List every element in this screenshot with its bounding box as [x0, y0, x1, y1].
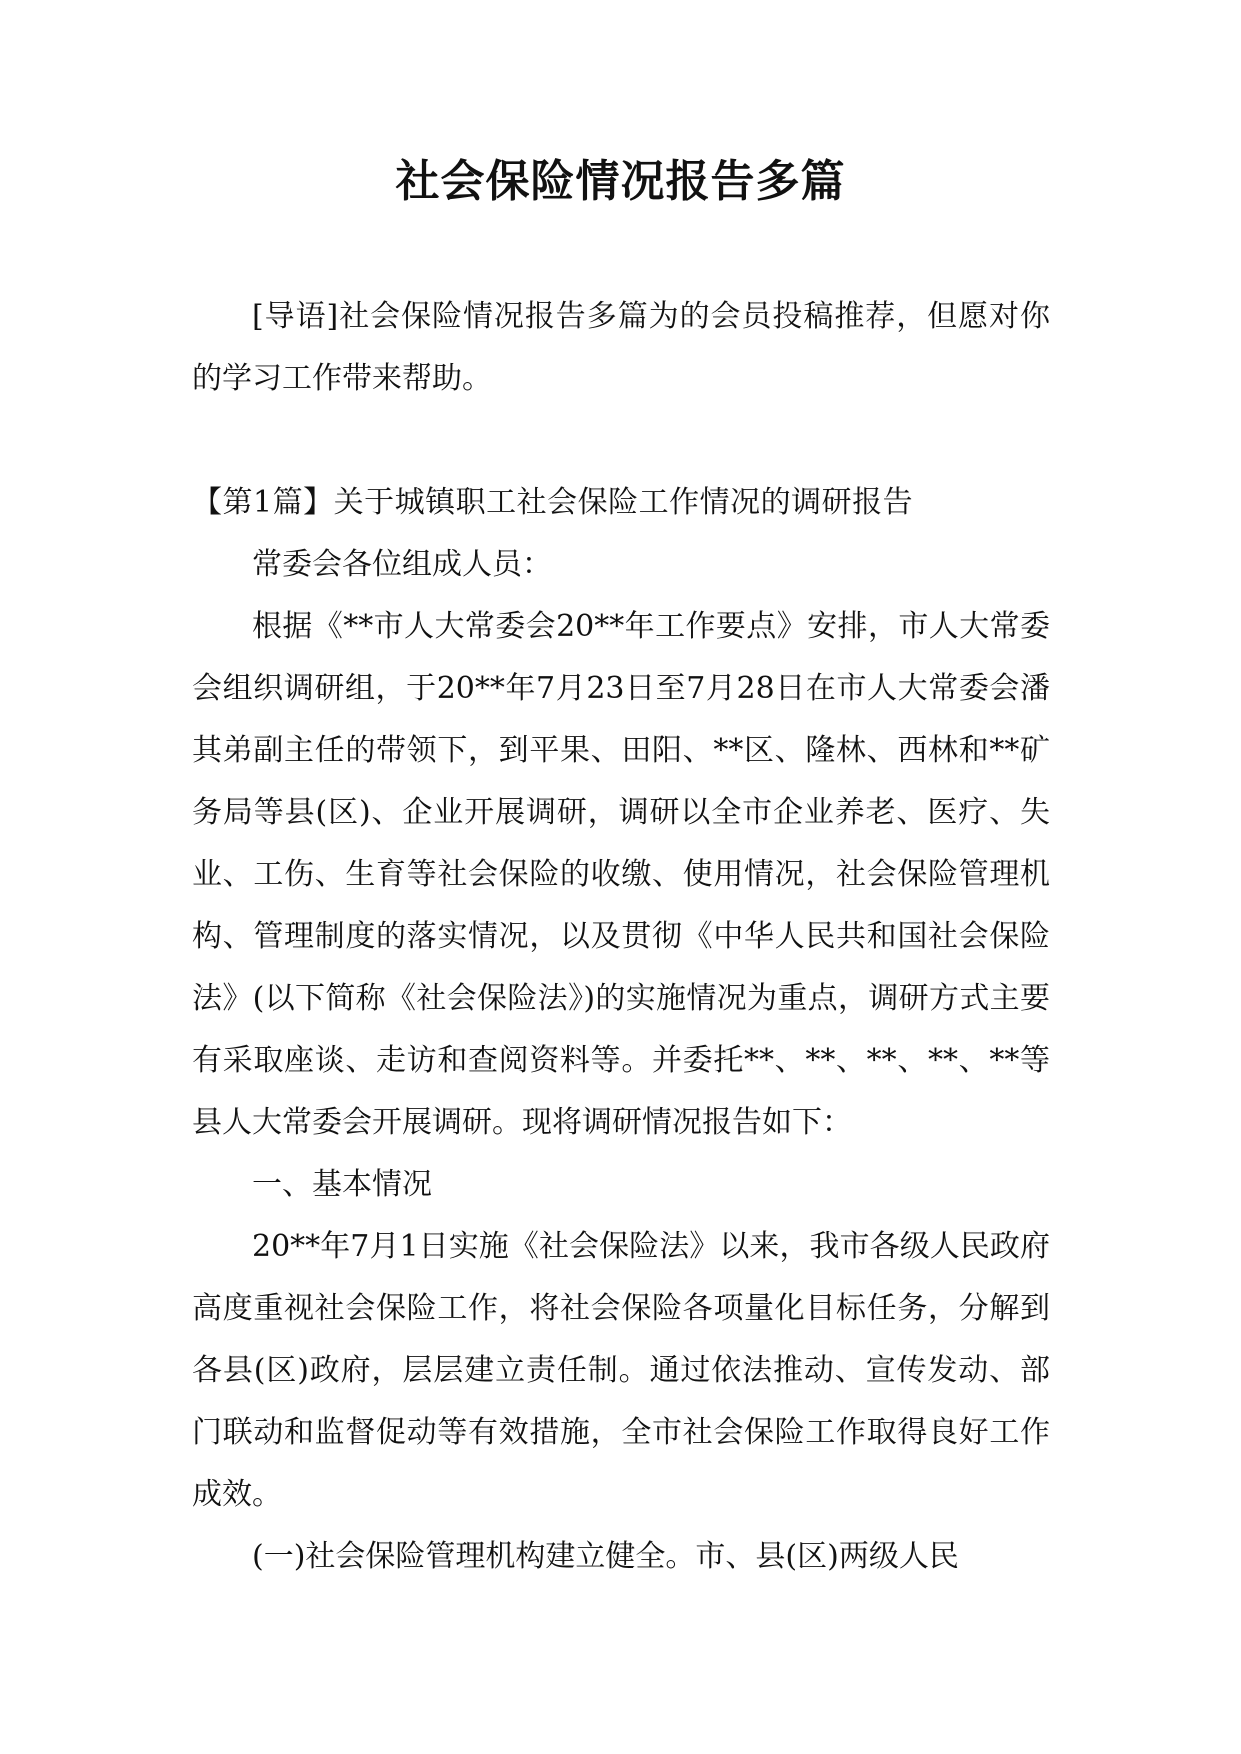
document-title: 社会保险情况报告多篇 — [395, 156, 846, 207]
subsection-heading: 一、基本情况 — [252, 1167, 432, 1202]
section-heading: 【第1篇】关于城镇职工社会保险工作情况的调研报告 — [192, 485, 914, 520]
salutation: 常委会各位组成人员： — [252, 547, 552, 582]
document-body — [192, 286, 1050, 1588]
body-paragraph: 20**年7月1日实施《社会保险法》以来，我市各级人民政府高度重视社会保险工作，将社会保险各项量化目标任务，分解到各县(区)政府，层层建立责任制。通过依法推动、宣传发动、部门联动和监督促动等有效措施，全市社会保险工作取得良好工作成效。 — [192, 1229, 1050, 1512]
intro-paragraph: [导语]社会保险情况报告多篇为的会员投稿推荐，但愿对你的学习工作带来帮助。 — [192, 299, 1050, 396]
body-paragraph: 根据《**市人大常委会20**年工作要点》安排，市人大常委会组织调研组，于20**年7月23日至7月28日在市人大常委会潘其弟副主任的带领下，到平果、田阳、**区、隆林、西林和**矿务局等县(区)、企业开展调研，调研以全市企业养老、医疗、失业、工伤、生育等社会保险的收缴、使用情况，社会保险管理机构、管理制度的落实情况，以及贯彻《中华人民共和国社会保险法》(以下简称《社会保险法》)的实施情况为重点，调研方式主要有采取座谈、走访和查阅资料等。并委托**、**、**、**、**等县人大常委会开展调研。现将调研情况报告如下： — [192, 609, 1050, 1140]
body-paragraph: (一)社会保险管理机构建立健全。市、县(区)两级人民 — [252, 1539, 959, 1574]
